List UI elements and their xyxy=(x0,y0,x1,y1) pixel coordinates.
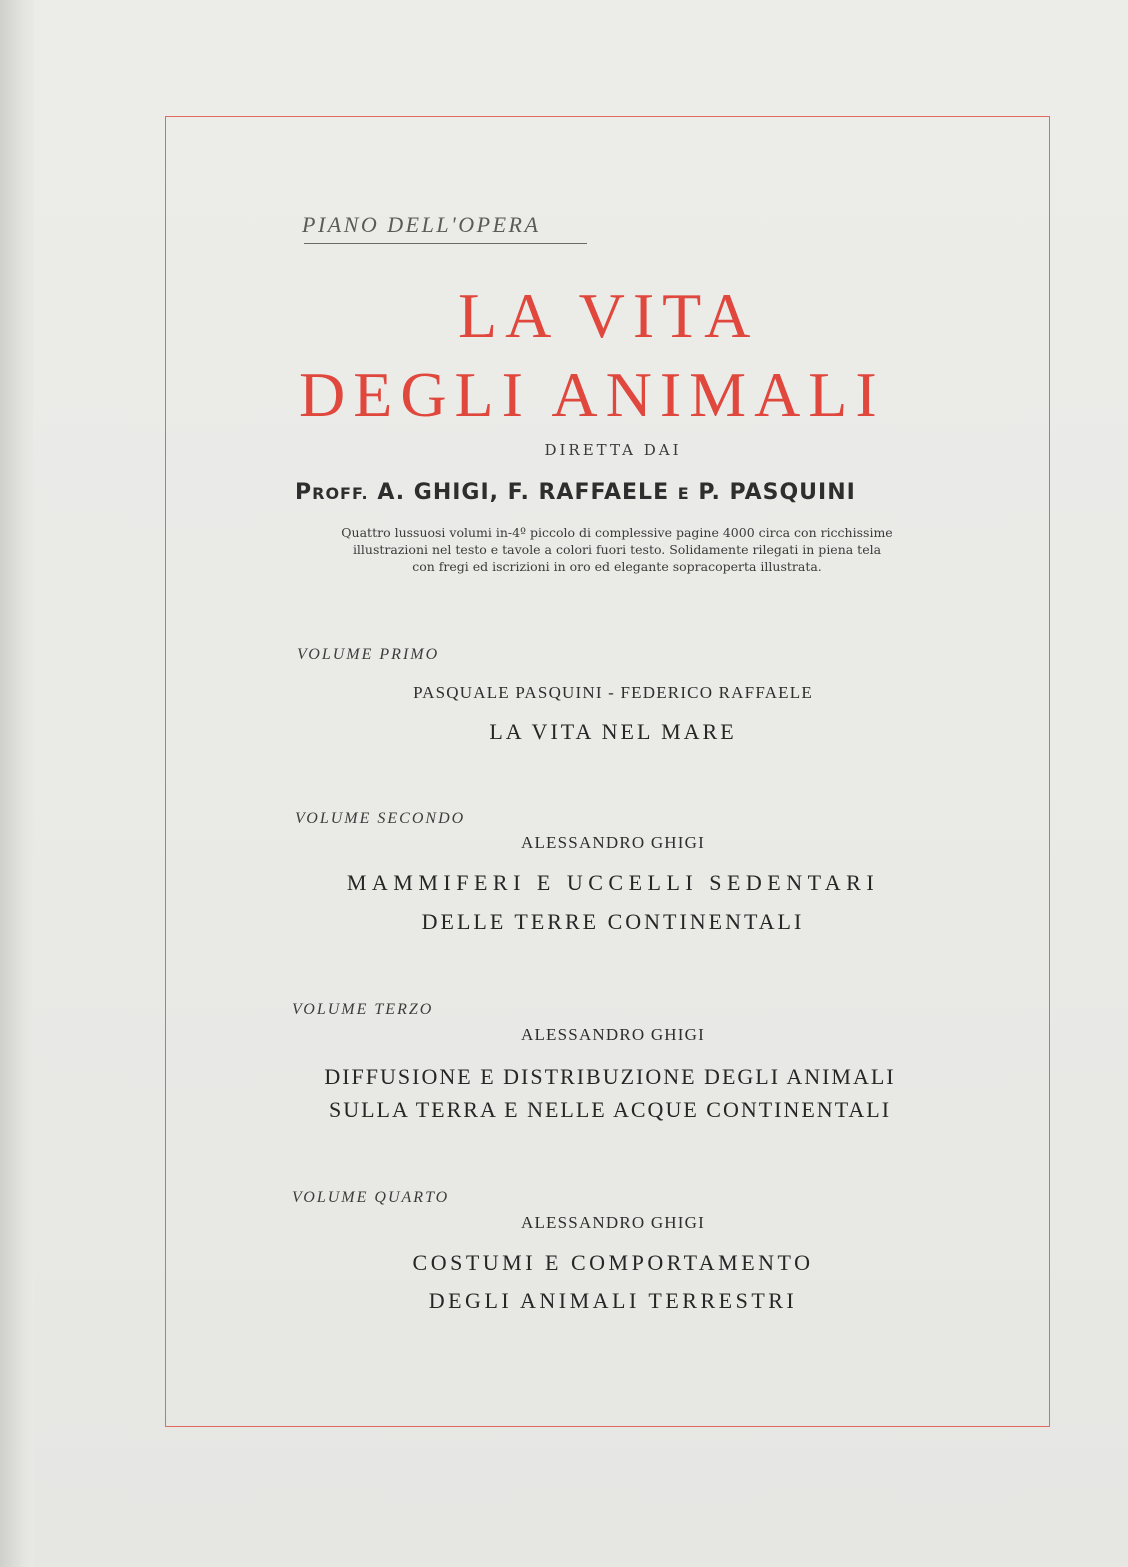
work-title-line-1: LA VITA xyxy=(458,280,759,351)
volume-1-author: PASQUALE PASQUINI - FEDERICO RAFFAELE xyxy=(413,683,813,702)
authors-prefix-rest: ROFF. xyxy=(312,484,369,503)
work-title-line-2: DEGLI ANIMALI xyxy=(299,359,885,430)
volume-3-title-line-1: DIFFUSIONE E DISTRIBUZIONE DEGLI ANIMALI xyxy=(324,1064,896,1089)
edition-description xyxy=(0,524,1128,575)
section-label-underline xyxy=(304,243,587,244)
volume-4-label: VOLUME QUARTO xyxy=(292,1189,450,1206)
volume-1-label: VOLUME PRIMO xyxy=(297,646,440,663)
authors-prefix-initial: P xyxy=(295,480,313,505)
volume-3-author: ALESSANDRO GHIGI xyxy=(520,1025,705,1044)
authors-names: A. GHIGI, F. RAFFAELE xyxy=(377,480,670,505)
volume-2-author: ALESSANDRO GHIGI xyxy=(520,833,705,852)
volume-2-title-line-1: MAMMIFERI E UCCELLI SEDENTARI xyxy=(346,870,880,895)
page-edge-shadow xyxy=(0,0,34,1567)
authors-last: P. PASQUINI xyxy=(698,480,856,505)
description-line: Quattro lussuosi volumi in-4º piccolo di complessive pagine 4000 circa con ricchissime xyxy=(341,525,893,540)
volume-3-label: VOLUME TERZO xyxy=(292,1001,434,1018)
volume-2-label: VOLUME SECONDO xyxy=(295,810,466,827)
authors-line xyxy=(295,480,856,505)
volume-1-title-line-1: LA VITA NEL MARE xyxy=(489,719,737,744)
volume-3-title-line-2: SULLA TERRA E NELLE ACQUE CONTINENTALI xyxy=(328,1097,892,1122)
description-line: illustrazioni nel testo e tavole a colori fuori testo. Solidamente rilegati in piena tela xyxy=(352,542,882,557)
volume-2-title-line-2: DELLE TERRE CONTINENTALI xyxy=(421,909,805,934)
authors-conjunction: E xyxy=(677,484,690,503)
directed-by-label: DIRETTA DAI xyxy=(544,441,682,459)
volume-4-title-line-2: DEGLI ANIMALI TERRESTRI xyxy=(428,1288,798,1313)
description-line: con fregi ed iscrizioni in oro ed elegante sopracoperta illustrata. xyxy=(412,559,822,574)
section-label: PIANO DELL'OPERA xyxy=(302,212,541,237)
volume-4-title-line-1: COSTUMI E COMPORTAMENTO xyxy=(412,1250,814,1275)
volume-4-author: ALESSANDRO GHIGI xyxy=(520,1213,705,1232)
